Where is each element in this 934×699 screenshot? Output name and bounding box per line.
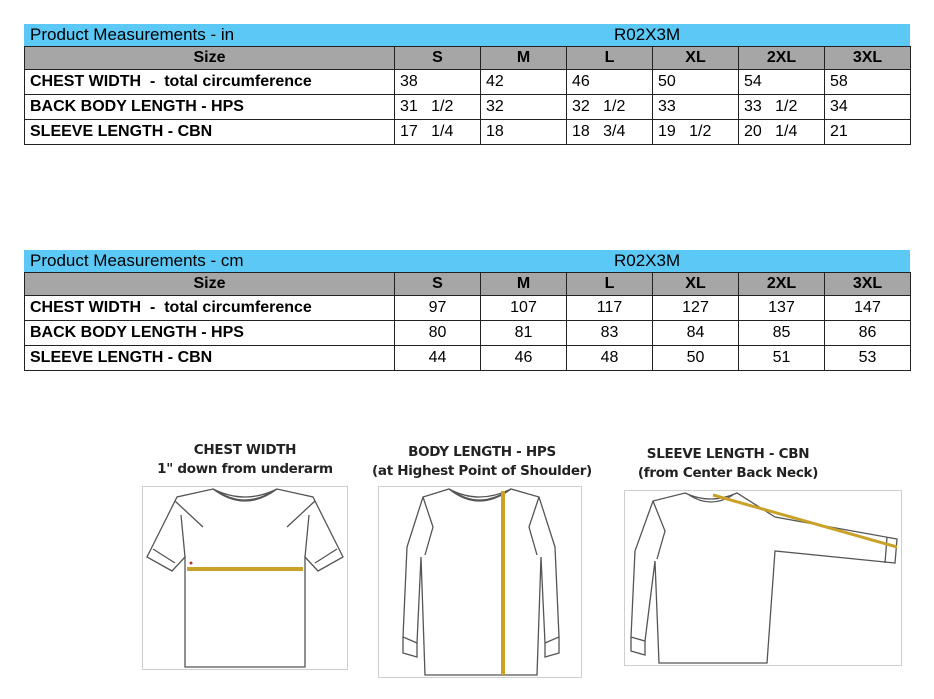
table-cell: 83	[567, 321, 653, 346]
column-header: 3XL	[825, 47, 911, 70]
table-cell: 33	[653, 95, 739, 120]
table-cell: 20 1/4	[739, 120, 825, 145]
style-code: R02X3M	[614, 251, 681, 270]
table-cell: 19 1/2	[653, 120, 739, 145]
style-code: R02X3M	[614, 25, 681, 44]
longsleeve-sleeve-length-icon	[624, 490, 902, 666]
measurements-table-cm	[24, 250, 910, 371]
table-cell: 18	[481, 120, 567, 145]
caption-title: BODY LENGTH - HPS	[408, 444, 556, 460]
table-cell: 34	[825, 95, 911, 120]
table-cell: 50	[653, 70, 739, 95]
caption-title: CHEST WIDTH	[193, 442, 297, 458]
table-cell: 31 1/2	[395, 95, 481, 120]
row-label: SLEEVE LENGTH - CBN	[25, 346, 395, 371]
column-header: Size	[25, 273, 395, 296]
table-cell: 84	[653, 321, 739, 346]
table-cell: 81	[481, 321, 567, 346]
table-row	[25, 70, 911, 95]
column-header: M	[481, 47, 567, 70]
table-cell: 51	[739, 346, 825, 371]
diagram-caption	[130, 441, 360, 479]
table-row	[25, 321, 911, 346]
column-header: 3XL	[825, 273, 911, 296]
table-title-bar	[24, 250, 910, 272]
caption-subtitle: 1" down from underarm	[157, 461, 333, 477]
table-cell: 33 1/2	[739, 95, 825, 120]
table-cell: 38	[395, 70, 481, 95]
table-cell: 46	[481, 346, 567, 371]
table-cell: 48	[567, 346, 653, 371]
table-cell: 127	[653, 296, 739, 321]
table-cell: 117	[567, 296, 653, 321]
table-cell: 21	[825, 120, 911, 145]
table-cell: 137	[739, 296, 825, 321]
table-row	[25, 346, 911, 371]
row-label: CHEST WIDTH - total circumference	[25, 296, 395, 321]
table-cell: 50	[653, 346, 739, 371]
row-label: SLEEVE LENGTH - CBN	[25, 120, 395, 145]
table-row	[25, 296, 911, 321]
size-table	[24, 272, 911, 371]
column-header: L	[567, 47, 653, 70]
table-header-row	[25, 47, 911, 70]
column-header: M	[481, 273, 567, 296]
table-cell: 107	[481, 296, 567, 321]
row-label: CHEST WIDTH - total circumference	[25, 70, 395, 95]
caption-title: SLEEVE LENGTH - CBN	[646, 446, 810, 462]
table-row	[25, 95, 911, 120]
caption-subtitle: (at Highest Point of Shoulder)	[372, 463, 592, 479]
column-header: Size	[25, 47, 395, 70]
table-cell: 53	[825, 346, 911, 371]
column-header: XL	[653, 273, 739, 296]
measurements-table-inches	[24, 24, 910, 145]
table-cell: 85	[739, 321, 825, 346]
column-header: 2XL	[739, 47, 825, 70]
table-title: Product Measurements - in	[30, 25, 235, 44]
column-header: L	[567, 273, 653, 296]
caption-subtitle: (from Center Back Neck)	[637, 465, 819, 481]
row-label: BACK BODY LENGTH - HPS	[25, 321, 395, 346]
table-cell: 54	[739, 70, 825, 95]
diagram-caption	[614, 445, 842, 483]
table-header-row	[25, 273, 911, 296]
table-row	[25, 120, 911, 145]
table-title-bar	[24, 24, 910, 46]
table-cell: 18 3/4	[567, 120, 653, 145]
table-cell: 58	[825, 70, 911, 95]
table-cell: 97	[395, 296, 481, 321]
table-cell: 46	[567, 70, 653, 95]
table-cell: 42	[481, 70, 567, 95]
table-cell: 17 1/4	[395, 120, 481, 145]
column-header: S	[395, 47, 481, 70]
diagram-caption	[366, 443, 598, 481]
table-cell: 32	[481, 95, 567, 120]
table-cell: 147	[825, 296, 911, 321]
longsleeve-body-length-icon	[378, 486, 582, 678]
table-cell: 86	[825, 321, 911, 346]
table-cell: 44	[395, 346, 481, 371]
column-header: XL	[653, 47, 739, 70]
table-cell: 80	[395, 321, 481, 346]
row-label: BACK BODY LENGTH - HPS	[25, 95, 395, 120]
tshirt-chest-icon	[142, 486, 348, 670]
column-header: S	[395, 273, 481, 296]
table-title: Product Measurements - cm	[30, 251, 244, 270]
column-header: 2XL	[739, 273, 825, 296]
size-table	[24, 46, 911, 145]
table-cell: 32 1/2	[567, 95, 653, 120]
